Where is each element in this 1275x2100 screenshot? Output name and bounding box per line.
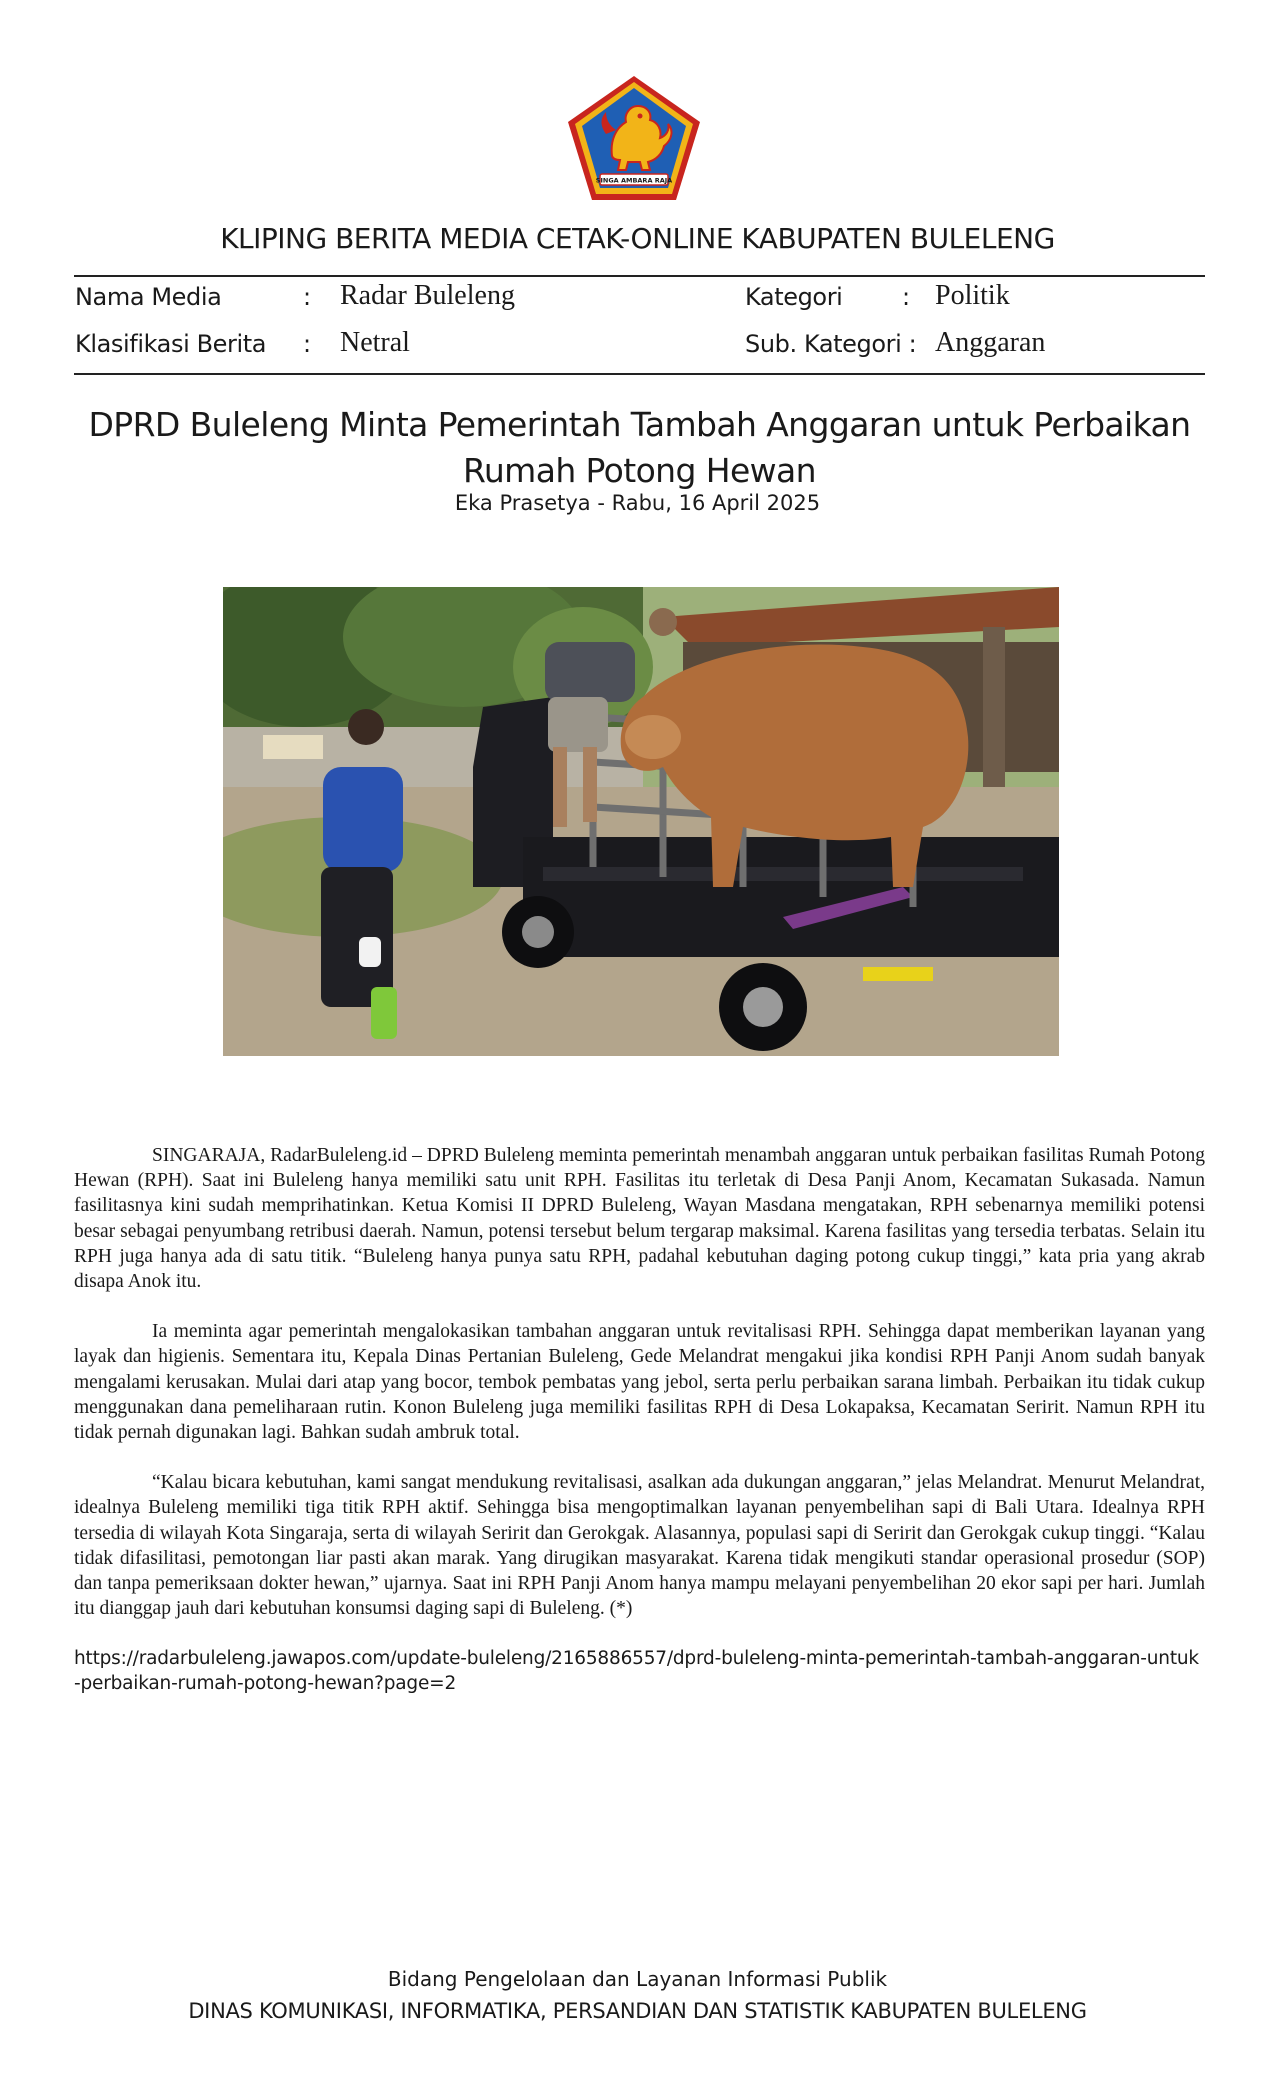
article-paragraph-2: Ia meminta agar pemerintah mengalokasikan tambahan anggaran untuk revitalisasi RPH. Sehingga dapat memberikan layanan yang layak dan higienis. Sementara itu, Kepala Dinas Pertanian Buleleng, Gede Melandrat mengakui jika kondisi RPH Panji Anom sudah banyak mengalami kerusakan. Mulai dari atap yang bocor, tembok pembatas yang jebol, serta perlu perbaikan sarana limbah. Perbaikan itu tidak cukup menggunakan dana pemeliharaan rutin. Konon Buleleng juga memiliki fasilitas RPH di Desa Lokapaksa, Kecamatan Seririt. Namun RPH itu tidak pernah digunakan lagi. Bahkan sudah ambruk total.	[74, 1321, 1205, 1444]
top-divider	[74, 275, 1205, 277]
buleleng-emblem-icon	[566, 74, 702, 202]
footer-department: Bidang Pengelolaan dan Layanan Informasi Publik	[387, 1967, 888, 1991]
meta-divider	[74, 373, 1205, 375]
klasifikasi-colon: :	[303, 330, 312, 358]
logo-caption: SINGA AMBARA RAJA	[595, 176, 673, 185]
article-photo	[223, 587, 1059, 1056]
media-colon: :	[303, 283, 312, 311]
article-headline: DPRD Buleleng Minta Pemerintah Tambah Anggaran untuk Perbaikan Rumah Potong Hewan	[88, 405, 1191, 490]
kategori-label: Kategori	[745, 283, 843, 311]
media-label: Nama Media	[75, 283, 222, 311]
subkategori-value: Anggaran	[935, 327, 1046, 358]
source-url-link[interactable]: https://radarbuleleng.jawapos.com/update-buleleng/2165886557/dprd-buleleng-minta-pemerintah-tambah-anggaran-untuk-perbaikan-rumah-potong-hewan?page=2	[74, 1648, 1199, 1694]
kategori-colon: :	[902, 283, 911, 311]
clipping-title: KLIPING BERITA MEDIA CETAK-ONLINE KABUPATEN BULELENG	[220, 222, 1055, 255]
kategori-value: Politik	[935, 280, 1010, 311]
klasifikasi-label: Klasifikasi Berita	[75, 330, 267, 358]
article-byline: Eka Prasetya - Rabu, 16 April 2025	[454, 491, 821, 515]
subkategori-label: Sub. Kategori :	[745, 330, 917, 358]
klasifikasi-value: Netral	[340, 327, 410, 358]
footer-agency: DINAS KOMUNIKASI, INFORMATIKA, PERSANDIAN DAN STATISTIK KABUPATEN BULELENG	[188, 1999, 1087, 2023]
article-paragraph-3: “Kalau bicara kebutuhan, kami sangat mendukung revitalisasi, asalkan ada dukungan anggaran,” jelas Melandrat. Menurut Melandrat, idealnya Buleleng memiliki tiga titik RPH aktif. Sehingga bisa mengoptimalkan layanan penyembelihan sapi di Bali Utara. Idealnya RPH tersedia di wilayah Kota Singaraja, serta di wilayah Seririt dan Gerokgak. Alasannya, populasi sapi di Seririt dan Gerokgak cukup tinggi. “Kalau tidak difasilitasi, pemotongan liar pasti akan marak. Yang dirugikan masyarakat. Karena tidak mengikuti standar operasional prosedur (SOP) dan tanpa pemeriksaan dokter hewan,” ujarnya. Saat ini RPH Panji Anom hanya mampu melayani penyembelihan 20 ekor sapi per hari. Jumlah itu dianggap jauh dari kebutuhan konsumsi daging sapi di Buleleng. (*)	[74, 1472, 1205, 1620]
media-value: Radar Buleleng	[340, 280, 515, 311]
article-body	[74, 1143, 1205, 1646]
article-paragraph-1: SINGARAJA, RadarBuleleng.id – DPRD Buleleng meminta pemerintah menambah anggaran untuk perbaikan fasilitas Rumah Potong Hewan (RPH). Saat ini Buleleng hanya memiliki satu unit RPH. Fasilitas itu terletak di Desa Panji Anom, Kecamatan Sukasada. Namun fasilitasnya kini sudah memprihatinkan. Ketua Komisi II DPRD Buleleng, Wayan Masdana mengatakan, RPH sebenarnya memiliki potensi besar sebagai penyumbang retribusi daerah. Namun, potensi tersebut belum tergarap maksimal. Karena fasilitas yang tersedia terbatas. Selain itu RPH juga hanya ada di satu titik. “Buleleng hanya punya satu RPH, padahal kebutuhan daging potong cukup tinggi,” kata pria yang akrab disapa Anok itu.	[74, 1145, 1205, 1293]
